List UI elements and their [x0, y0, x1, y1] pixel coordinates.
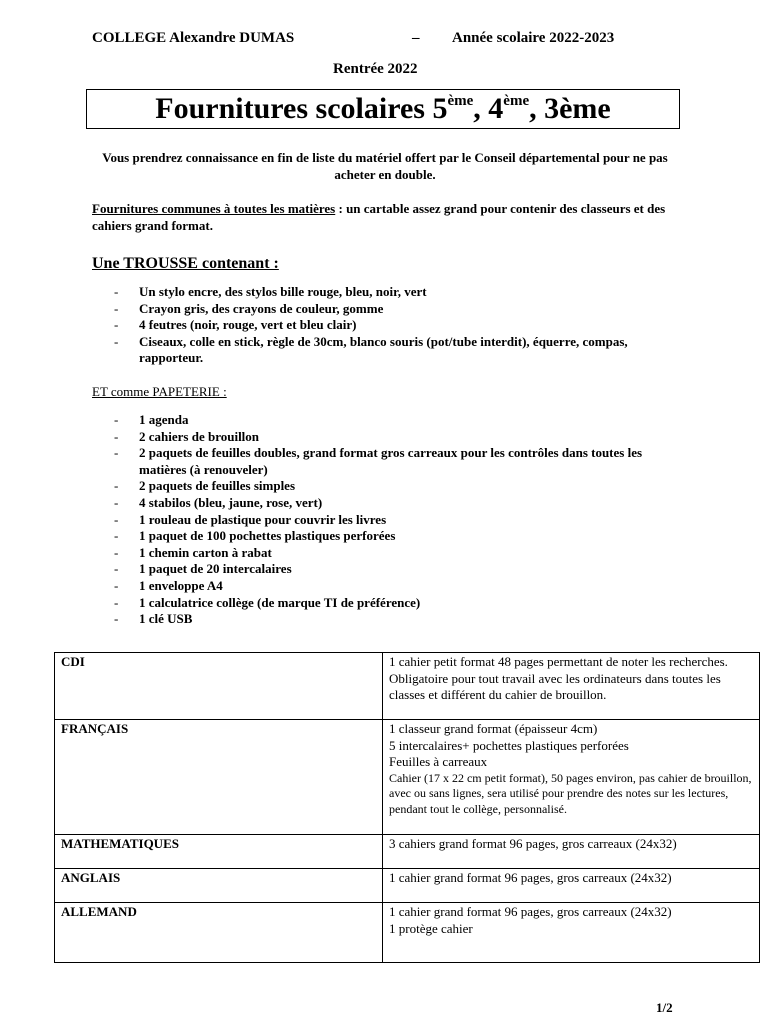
subject-name: MATHEMATIQUES — [55, 835, 383, 869]
subject-supplies — [383, 720, 760, 835]
list-item: - 4 feutres (noir, rouge, vert et bleu clair) — [92, 317, 682, 334]
subject-name: FRANÇAIS — [55, 720, 383, 835]
school-name: COLLEGE Alexandre DUMAS — [92, 30, 295, 46]
table-row — [55, 720, 760, 835]
table-row — [55, 653, 760, 720]
list-item: - 1 chemin carton à rabat — [92, 545, 682, 562]
supply-line: Feuilles à carreaux — [389, 754, 488, 770]
table-row — [55, 869, 760, 903]
table-row — [55, 835, 760, 869]
supply-line: 3 cahiers grand format 96 pages, gros carreaux (24x32) — [389, 836, 677, 851]
intro-text: Vous prendrez connaissance en fin de liste du matériel offert par le Conseil départemental pour ne pas acheter en double. — [102, 150, 668, 182]
supply-line: 1 classeur grand format (épaisseur 4cm) — [389, 721, 598, 736]
papeterie-heading: ET comme PAPETERIE : — [92, 384, 227, 399]
rentree: Rentrée 2022 — [333, 61, 418, 77]
supply-line: 1 cahier grand format 96 pages, gros carreaux (24x32) — [389, 904, 672, 919]
subject-supplies — [383, 903, 760, 963]
trousse-list — [92, 284, 682, 367]
subject-name: CDI — [55, 653, 383, 720]
common-supplies-text: : un cartable assez grand pour contenir des classeurs et des cahiers grand format. — [92, 201, 666, 233]
supply-line: 1 cahier petit format 48 pages permettant de noter les recherches. Obligatoire pour tout travail avec les ordinateurs dans toutes les classes et différent du cahier de brouillon. — [389, 654, 728, 703]
supply-note: Cahier (17 x 22 cm petit format), 50 pages environ, pas cahier de brouillon, avec ou sans lignes, sera utilisé pour prendre des notes sur les lectures, pendant tout le collège, personnalisé. — [389, 770, 752, 816]
list-item: - 2 paquets de feuilles doubles, grand format gros carreaux pour les contrôles dans toutes les matières (à renouveler) — [92, 445, 682, 478]
list-item: - 1 agenda — [92, 412, 682, 429]
page-title: Fournitures scolaires 5ème, 4ème, 3ème — [155, 92, 611, 125]
list-item: - 2 paquets de feuilles simples — [92, 478, 682, 495]
supply-line: 5 intercalaires+ pochettes plastiques perforées — [389, 737, 629, 753]
list-item: - 1 clé USB — [92, 611, 682, 628]
table-row — [55, 903, 760, 963]
subject-name: ANGLAIS — [55, 869, 383, 903]
list-item: - Crayon gris, des crayons de couleur, gomme — [92, 301, 682, 318]
header-dash: – — [412, 30, 420, 46]
school-year: Année scolaire 2022-2023 — [452, 30, 615, 46]
page-number: 1/2 — [656, 1000, 673, 1015]
trousse-heading: Une TROUSSE contenant : — [92, 255, 279, 272]
common-supplies — [92, 201, 678, 234]
common-supplies-label: Fournitures communes à toutes les matières — [92, 201, 336, 216]
list-item: - Ciseaux, colle en stick, règle de 30cm, blanco souris (pot/tube interdit), équerre, compas, rapporteur. — [92, 334, 682, 367]
subject-supplies — [383, 869, 760, 903]
supply-line: 1 protège cahier — [389, 920, 473, 936]
subject-supplies — [383, 653, 760, 720]
list-item: - 1 rouleau de plastique pour couvrir les livres — [92, 512, 682, 529]
supply-line: 1 cahier grand format 96 pages, gros carreaux (24x32) — [389, 870, 672, 885]
papeterie-list — [92, 412, 682, 628]
list-item: - 1 paquet de 20 intercalaires — [92, 561, 682, 578]
title-box — [86, 89, 680, 129]
list-item: - 4 stabilos (bleu, jaune, rose, vert) — [92, 495, 682, 512]
subjects-table — [54, 652, 760, 963]
subject-name: ALLEMAND — [55, 903, 383, 963]
subject-supplies — [383, 835, 760, 869]
list-item: - 1 calculatrice collège (de marque TI de préférence) — [92, 595, 682, 612]
list-item: - Un stylo encre, des stylos bille rouge, bleu, noir, vert — [92, 284, 682, 301]
list-item: - 1 paquet de 100 pochettes plastiques perforées — [92, 528, 682, 545]
list-item: - 1 enveloppe A4 — [92, 578, 682, 595]
list-item: - 2 cahiers de brouillon — [92, 429, 682, 446]
